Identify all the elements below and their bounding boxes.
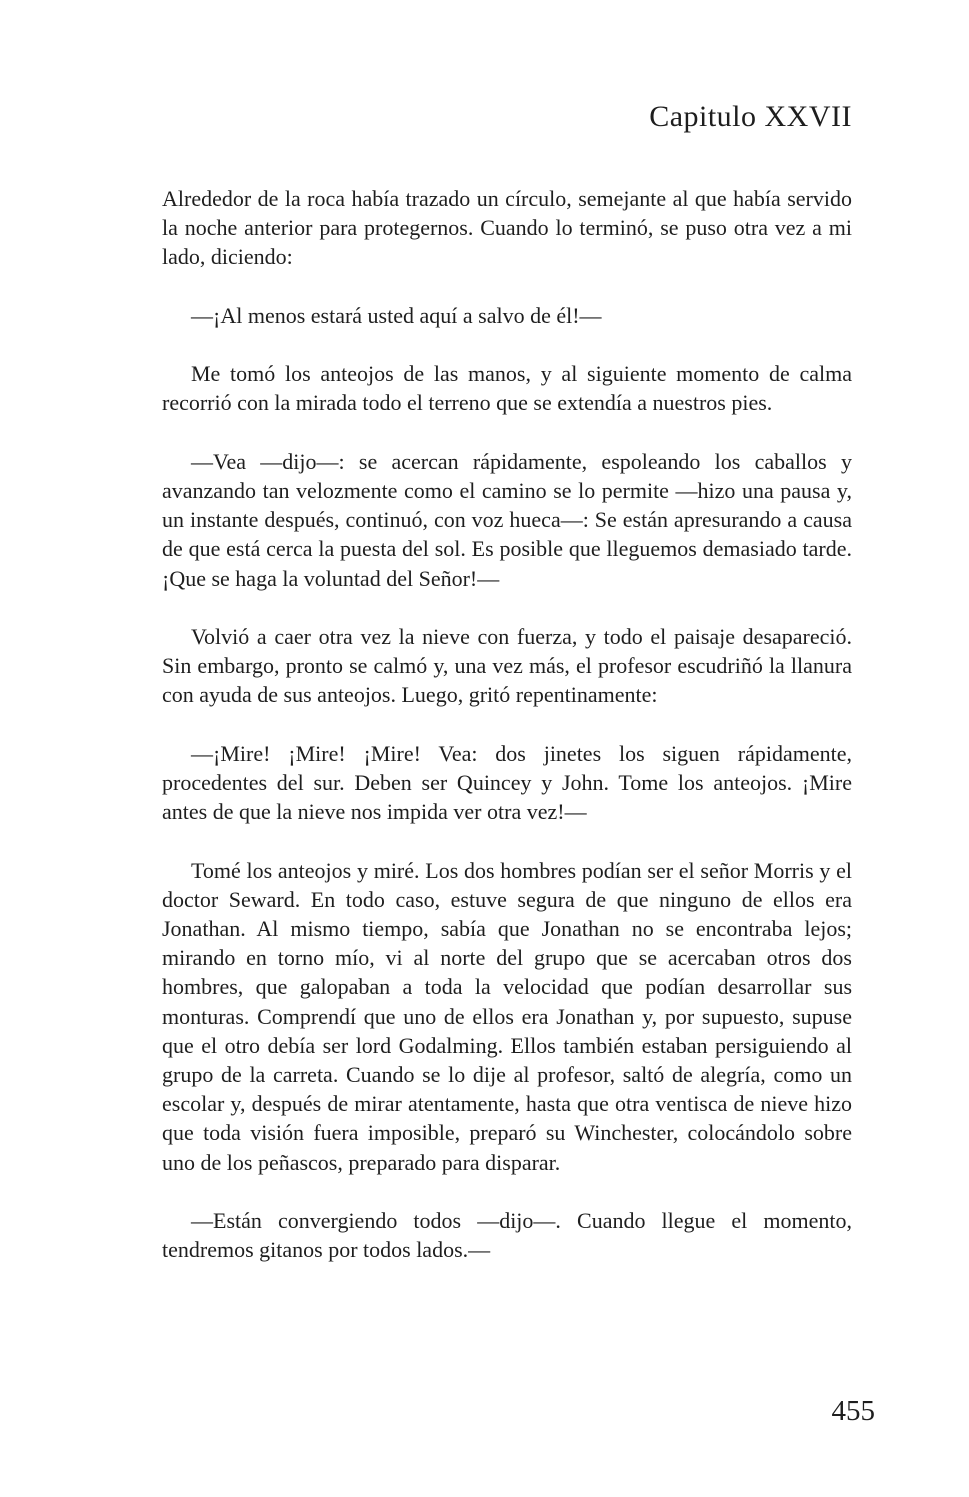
paragraph-8: —Están convergiendo todos —dijo—. Cuando llegue el momento, tendremos gitanos por todos lados.— (162, 1208, 852, 1263)
chapter-heading: Capitulo XXVII (649, 100, 852, 133)
paragraph-3: Me tomó los anteojos de las manos, y al siguiente momento de calma recorrió con la mirada todo el terreno que se extendía a nuestros pies. (162, 361, 852, 416)
paragraph-5: Volvió a caer otra vez la nieve con fuerza, y todo el paisaje desapareció. Sin embargo, pronto se calmó y, una vez más, el profesor escudriñó la llanura con ayuda de sus anteojos. Luego, gritó repentinamente: (162, 623, 852, 708)
paragraph-6: —¡Mire! ¡Mire! ¡Mire! Vea: dos jinetes los siguen rápidamente, procedentes del sur. Deben ser Quincey y John. Tome los anteojos. ¡Mire antes de que la nieve nos impida ver otra vez!— (162, 740, 852, 825)
paragraph-4: —Vea —dijo—: se acercan rápidamente, espoleando los caballos y avanzando tan velozmente como el camino se lo permite —hizo una pausa y, un instante después, continuó, con voz hueca—: Se están apresurando a causa de que está cerca la puesta del sol. Es posible que lleguemos demasiado tarde. ¡Que se haga la voluntad del Señor!— (162, 448, 852, 591)
page-number: 455 (831, 1395, 875, 1427)
paragraph-1: Alrededor de la roca había trazado un círculo, semejante al que había servido la noche anterior para protegernos. Cuando lo terminó, se puso otra vez a mi lado, diciendo: (162, 186, 852, 270)
body-text (162, 184, 852, 1294)
paragraph-2: —¡Al menos estará usted aquí a salvo de él!— (191, 302, 602, 328)
paragraph-7: Tomé los anteojos y miré. Los dos hombres podían ser el señor Morris y el doctor Seward. En todo caso, estuve segura de que ninguno de ellos era Jonathan. Al mismo tiempo, sabía que Jonathan no se encontraba lejos; mirando en torno mío, vi al norte del grupo que se acercaban otros dos hombres, que galopaban a toda la velocidad que podían desarrollar sus monturas. Comprendí que uno de ellos era Jonathan y, por supuesto, supuse que el otro debía ser lord Godalming. Ellos también estaban persiguiendo al grupo de la carreta. Cuando se lo dije al profesor, saltó de alegría, como un escolar y, después de mirar atentamente, hasta que otra ventisca de nieve hizo que toda visión fuera imposible, preparó su Winchester, colocándolo sobre uno de los peñascos, preparado para disparar. (162, 857, 852, 1175)
